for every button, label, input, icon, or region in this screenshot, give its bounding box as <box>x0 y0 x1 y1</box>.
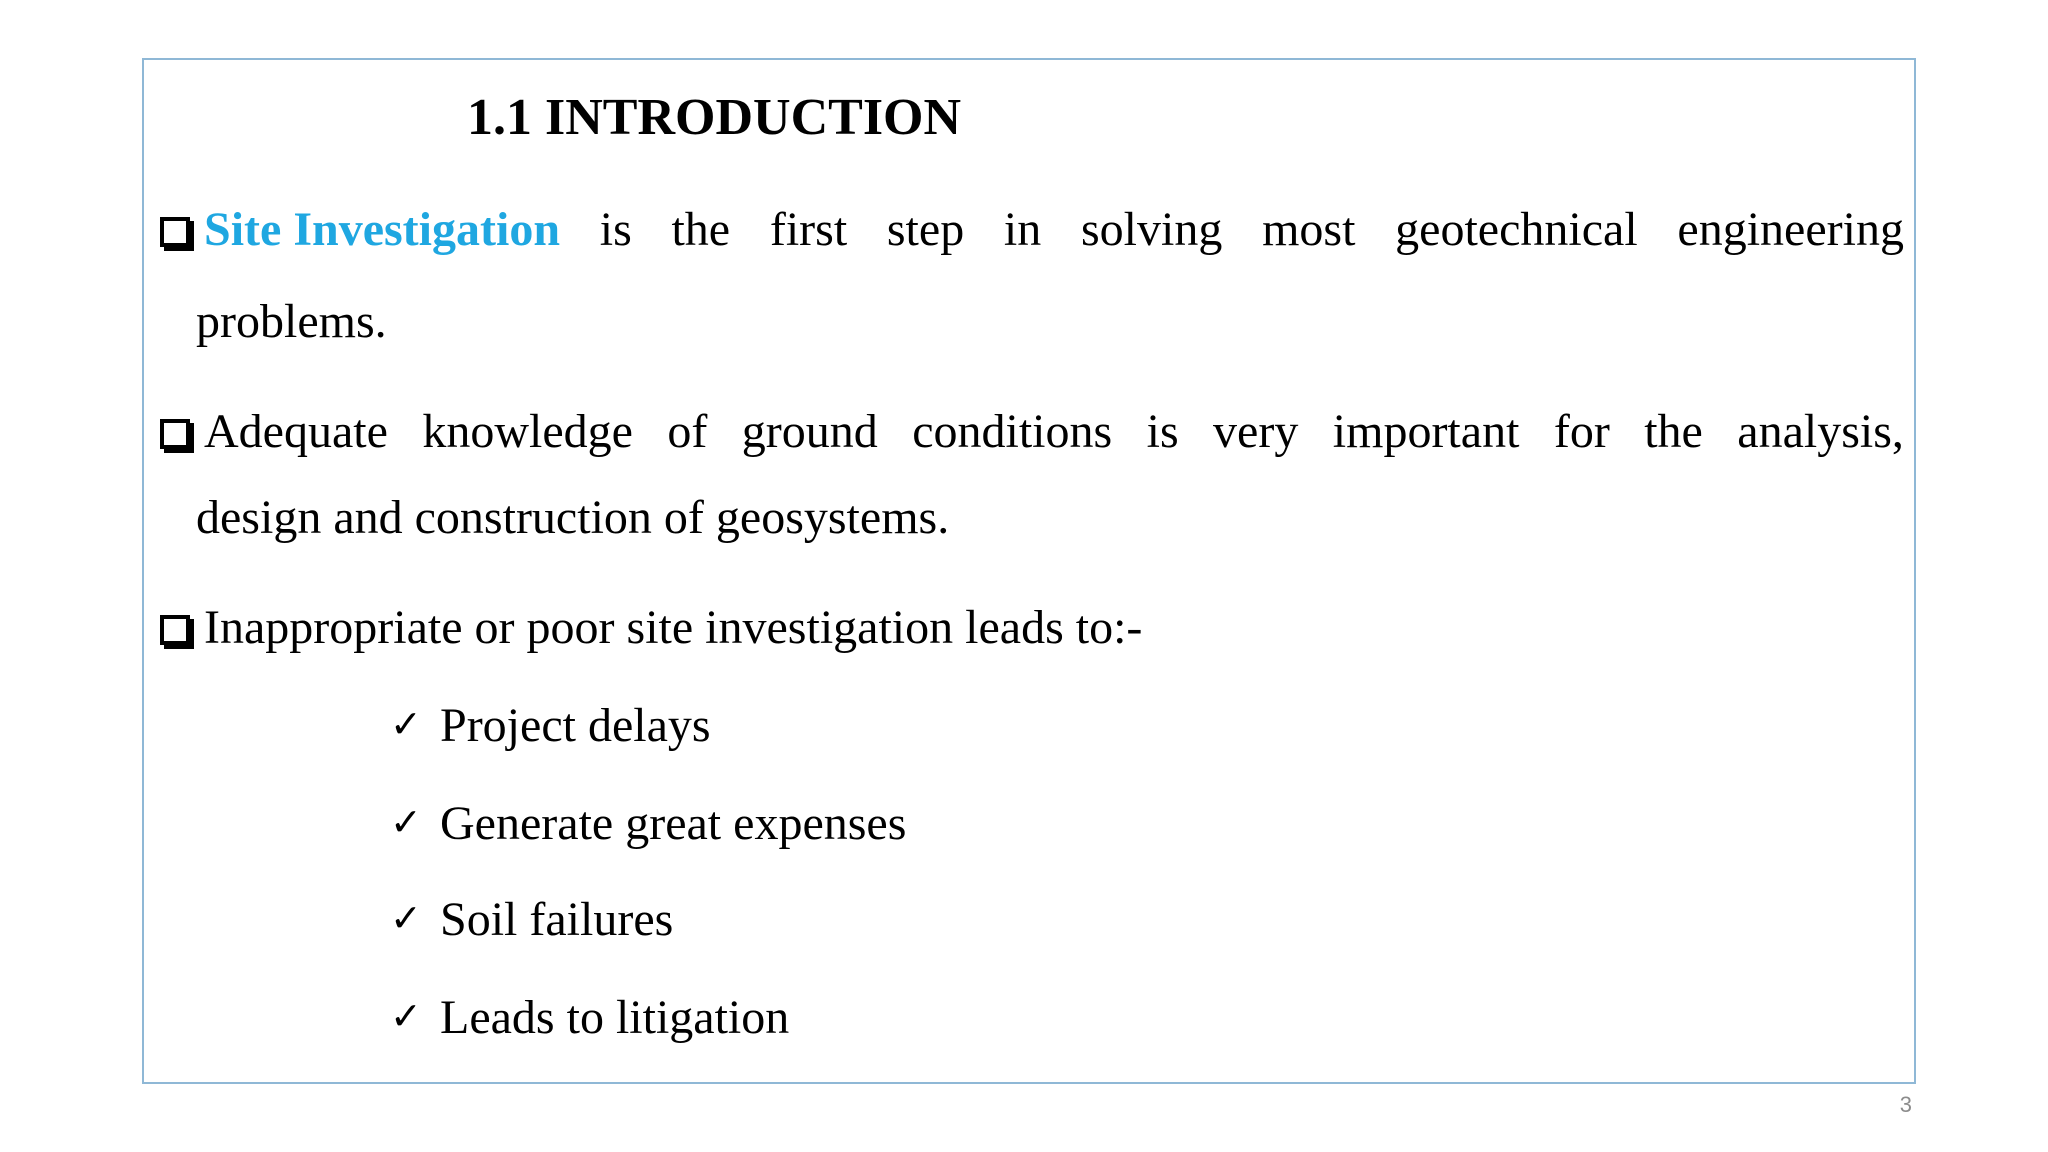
word: the <box>671 203 731 256</box>
word: analysis, <box>1737 405 1904 458</box>
bullet-lead <box>160 400 388 464</box>
checkmark-icon: ✓ <box>390 994 422 1038</box>
consequence-item <box>390 692 711 756</box>
checkmark-icon: ✓ <box>390 800 422 844</box>
slide-title: 1.1 INTRODUCTION <box>467 89 962 146</box>
bullet-lead <box>160 198 560 262</box>
word: very <box>1213 405 1299 458</box>
consequence-item <box>390 984 789 1048</box>
word: conditions <box>912 405 1113 458</box>
consequence-item <box>390 886 673 950</box>
consequence-text: Leads to litigation <box>440 991 790 1044</box>
bullet-poor-investigation <box>160 596 1904 660</box>
checkbox-square-icon <box>160 217 190 247</box>
checkbox-square-icon <box>160 419 190 449</box>
word: of <box>667 405 708 458</box>
word: solving <box>1080 203 1223 256</box>
consequence-item <box>390 790 906 854</box>
page-number: 3 <box>1899 1092 1912 1117</box>
checkbox-square-icon <box>160 615 190 645</box>
word: for <box>1553 405 1610 458</box>
bullet-site-investigation <box>160 198 1904 262</box>
word: the <box>1644 405 1703 458</box>
word: ground <box>741 405 878 458</box>
word: in <box>1003 203 1042 256</box>
word: knowledge <box>422 405 633 458</box>
word: geotechnical <box>1395 203 1638 256</box>
highlight-term: Site Investigation <box>204 203 561 256</box>
bullet-line <box>160 198 1904 262</box>
checkmark-icon: ✓ <box>390 702 422 746</box>
bullet-continuation: design and construction of geosystems. <box>196 491 950 544</box>
consequence-text: Project delays <box>440 699 711 752</box>
consequence-text: Soil failures <box>440 893 674 946</box>
word: most <box>1262 203 1356 256</box>
bullet-ground-knowledge <box>160 400 1904 464</box>
bullet-line <box>160 596 1904 660</box>
word: first <box>769 203 848 256</box>
word: Adequate <box>204 405 388 458</box>
consequence-text: Generate great expenses <box>440 797 907 850</box>
checkmark-icon: ✓ <box>390 896 422 940</box>
word: step <box>886 203 965 256</box>
word: engineering <box>1677 203 1904 256</box>
word: important <box>1332 405 1520 458</box>
word: is <box>599 203 632 256</box>
bullet-continuation: problems. <box>196 295 387 348</box>
word: is <box>1146 405 1179 458</box>
bullet-line <box>160 400 1904 464</box>
bullet-text: Inappropriate or poor site investigation leads to:- <box>204 601 1143 654</box>
